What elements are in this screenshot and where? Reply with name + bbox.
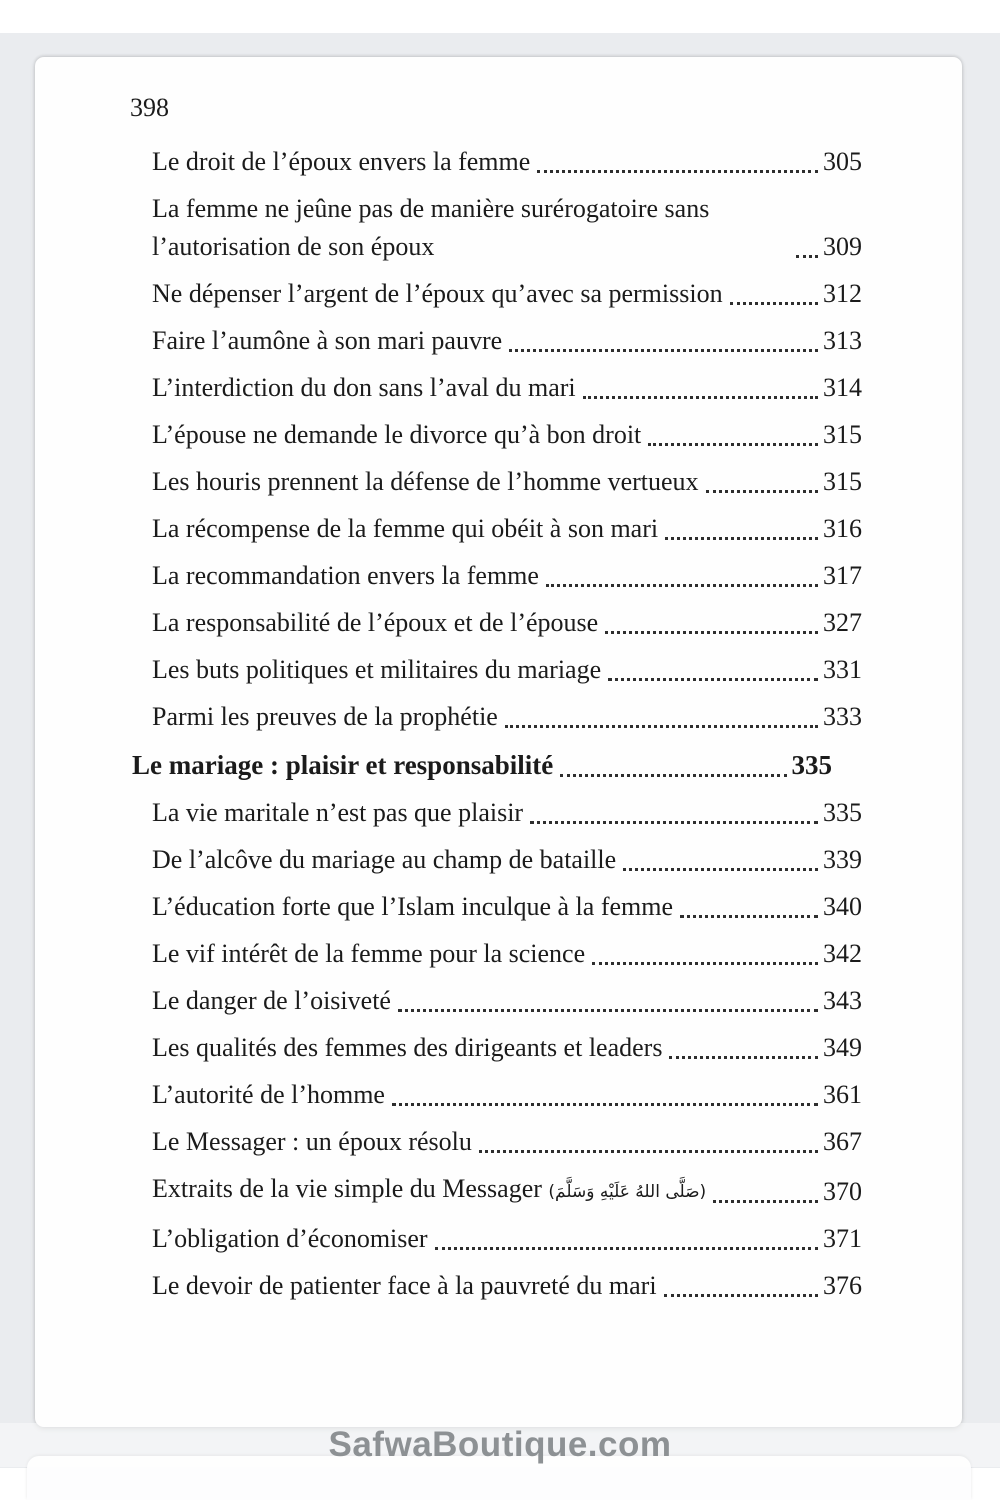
- toc-entry-title: Faire l’aumône à son mari pauvre: [152, 326, 503, 355]
- toc-entry-title: Le mariage : plaisir et responsabilité: [132, 750, 554, 780]
- toc-dotted-leader: [560, 774, 786, 777]
- toc-entry-page: 335: [823, 798, 862, 827]
- toc-entry: [152, 416, 862, 454]
- toc-entry-title-wrap: [152, 982, 391, 1020]
- toc-entry: [152, 1076, 862, 1114]
- toc-dotted-leader: [435, 1247, 818, 1250]
- toc-entry-title: Le droit de l’époux envers la femme: [152, 147, 531, 176]
- toc-entry: [152, 651, 862, 689]
- toc-dotted-leader: [608, 678, 818, 681]
- toc-entry-title: Le vif intérêt de la femme pour la science: [152, 939, 586, 968]
- toc-entry-page: 371: [823, 1224, 862, 1253]
- toc-dotted-leader: [623, 868, 818, 871]
- toc-dotted-leader: [664, 1294, 818, 1297]
- toc-dotted-leader: [680, 915, 818, 918]
- toc-entry-page: 342: [823, 939, 862, 968]
- toc-entry-page: 331: [823, 655, 862, 684]
- toc-entry-title: La responsabilité de l’époux et de l’épouse: [152, 608, 599, 637]
- toc-entry-title-wrap: [152, 651, 601, 689]
- toc-entry: [152, 143, 862, 181]
- toc-entry-title: Parmi les preuves de la prophétie: [152, 702, 498, 731]
- toc-entry-title-wrap: [152, 557, 539, 595]
- toc-dotted-leader: [583, 396, 818, 399]
- toc-entry-title-wrap: [152, 794, 523, 832]
- toc-dotted-leader: [505, 725, 818, 728]
- toc-entry-title-wrap: [152, 1123, 472, 1161]
- toc-entry-title: L’interdiction du don sans l’aval du mari: [152, 373, 576, 402]
- toc-entry-page: 343: [823, 986, 862, 1015]
- toc-entry-title-wrap: [152, 1220, 428, 1258]
- toc-entry: [152, 841, 862, 879]
- toc-dotted-leader: [392, 1103, 818, 1106]
- toc-dotted-leader: [796, 255, 818, 258]
- toc-entry-title: La vie maritale n’est pas que plaisir: [152, 798, 524, 827]
- toc-entry-title: Le Messager : un époux résolu: [152, 1127, 472, 1156]
- toc-entry-page: 361: [823, 1080, 862, 1109]
- toc-entry-title-wrap: [152, 698, 498, 736]
- toc-entry-title-wrap: [152, 1076, 385, 1114]
- toc-dotted-leader: [665, 537, 818, 540]
- toc-entry-page: 313: [823, 326, 862, 355]
- toc-entry-title-wrap: [132, 745, 553, 785]
- toc-entry: [152, 322, 862, 360]
- toc-dotted-leader: [592, 962, 818, 965]
- book-page: [35, 57, 962, 1427]
- toc-entry: [152, 190, 862, 266]
- salawat-arabic: (صَلَّى اللهُ عَلَيْهِ وَسَلَّمَ): [548, 1182, 707, 1202]
- toc-entry-title-wrap: [152, 604, 598, 642]
- toc-entry-page: 339: [823, 845, 862, 874]
- toc-dotted-leader: [713, 1200, 818, 1203]
- toc-entry: [152, 698, 862, 736]
- toc-entry-title-wrap: [152, 369, 576, 407]
- toc-entry-page: 316: [823, 514, 862, 543]
- toc-entry-title: Extraits de la vie simple du Messager: [152, 1174, 542, 1203]
- toc-dotted-leader: [605, 631, 818, 634]
- toc-entry-title: L’épouse ne demande le divorce qu’à bon droit: [152, 420, 642, 449]
- toc-entry: [152, 369, 862, 407]
- toc-dotted-leader: [546, 584, 818, 587]
- toc-entry-title-wrap: [152, 275, 723, 313]
- toc-entry: [152, 982, 862, 1020]
- toc-entry-title: De l’alcôve du mariage au champ de bataille: [152, 845, 617, 874]
- toc-entry-page: 314: [823, 373, 862, 402]
- toc-entry-page: 376: [823, 1271, 862, 1300]
- toc-dotted-leader: [398, 1009, 818, 1012]
- watermark-bar: [0, 1423, 1000, 1467]
- toc-entry: [152, 888, 862, 926]
- toc-entry-title: La recommandation envers la femme: [152, 561, 539, 590]
- toc-dotted-leader: [537, 170, 818, 173]
- toc-entry: [152, 604, 862, 642]
- toc-dotted-leader: [706, 490, 818, 493]
- toc-entry: [152, 935, 862, 973]
- toc-entry-page: 335: [791, 750, 832, 780]
- toc-entry-title-wrap: [152, 935, 585, 973]
- toc-entry-page: 327: [823, 608, 862, 637]
- toc-entry-title-wrap: [152, 190, 789, 266]
- toc-entry-page: 333: [823, 702, 862, 731]
- toc-entry: [152, 1220, 862, 1258]
- toc-entry: [152, 275, 862, 313]
- toc-entry-title-wrap: [152, 841, 616, 879]
- toc-entry-title-wrap: [152, 888, 673, 926]
- toc-entry: [152, 463, 862, 501]
- toc-entry: [152, 1029, 862, 1067]
- toc-entry-page: 340: [823, 892, 862, 921]
- page-number: 398: [130, 93, 169, 122]
- toc-entry-page: 315: [823, 467, 862, 496]
- toc-entry-title: La femme ne jeûne pas de manière surérogatoire sans l’autorisation de son époux: [152, 194, 710, 261]
- toc-entry-title-wrap: [152, 322, 502, 360]
- toc-entry: [152, 1267, 862, 1305]
- toc-entry-title-wrap: [152, 1267, 657, 1305]
- toc-dotted-leader: [669, 1056, 818, 1059]
- toc-entry-title: Les buts politiques et militaires du mariage: [152, 655, 602, 684]
- toc-entry-title: L’éducation forte que l’Islam inculque à la femme: [152, 892, 674, 921]
- watermark-text: SafwaBoutique.com: [328, 1425, 672, 1464]
- toc-entry-title: Le danger de l’oisiveté: [152, 986, 391, 1015]
- toc-entry-title: Ne dépenser l’argent de l’époux qu’avec sa permission: [152, 279, 723, 308]
- toc-list: [132, 143, 862, 1305]
- toc-entry-title: L’obligation d’économiser: [152, 1224, 428, 1253]
- toc-entry: [132, 745, 832, 785]
- toc-entry-page: 349: [823, 1033, 862, 1062]
- toc-entry-title: La récompense de la femme qui obéit à son mari: [152, 514, 659, 543]
- toc-entry-title: L’autorité de l’homme: [152, 1080, 385, 1109]
- toc-entry-page: 305: [823, 147, 862, 176]
- toc-entry-title: Les houris prennent la défense de l’homme vertueux: [152, 467, 699, 496]
- toc-entry-page: 317: [823, 561, 862, 590]
- toc-entry-page: 370: [823, 1177, 862, 1206]
- toc-dotted-leader: [530, 821, 818, 824]
- toc-dotted-leader: [479, 1150, 818, 1153]
- toc-entry: [152, 510, 862, 548]
- toc-entry-title-wrap: [152, 1029, 662, 1067]
- toc-entry-title-wrap: [152, 510, 658, 548]
- toc-entry-page: 309: [823, 232, 862, 261]
- toc-entry: [152, 557, 862, 595]
- toc-dotted-leader: [509, 349, 818, 352]
- toc-entry-page: 312: [823, 279, 862, 308]
- toc-entry: [152, 794, 862, 832]
- toc-entry: [152, 1123, 862, 1161]
- toc-entry-page: 315: [823, 420, 862, 449]
- toc-entry-title-wrap: [152, 463, 699, 501]
- toc-entry-title-wrap: [152, 1170, 706, 1211]
- toc-entry-title: Les qualités des femmes des dirigeants et leaders: [152, 1033, 663, 1062]
- toc-entry-page: 367: [823, 1127, 862, 1156]
- toc-entry-title: Le devoir de patienter face à la pauvreté du mari: [152, 1271, 657, 1300]
- toc-dotted-leader: [730, 302, 818, 305]
- toc-dotted-leader: [648, 443, 818, 446]
- toc-entry-title-wrap: [152, 143, 530, 181]
- toc-entry-title-wrap: [152, 416, 641, 454]
- toc-entry: [152, 1170, 862, 1211]
